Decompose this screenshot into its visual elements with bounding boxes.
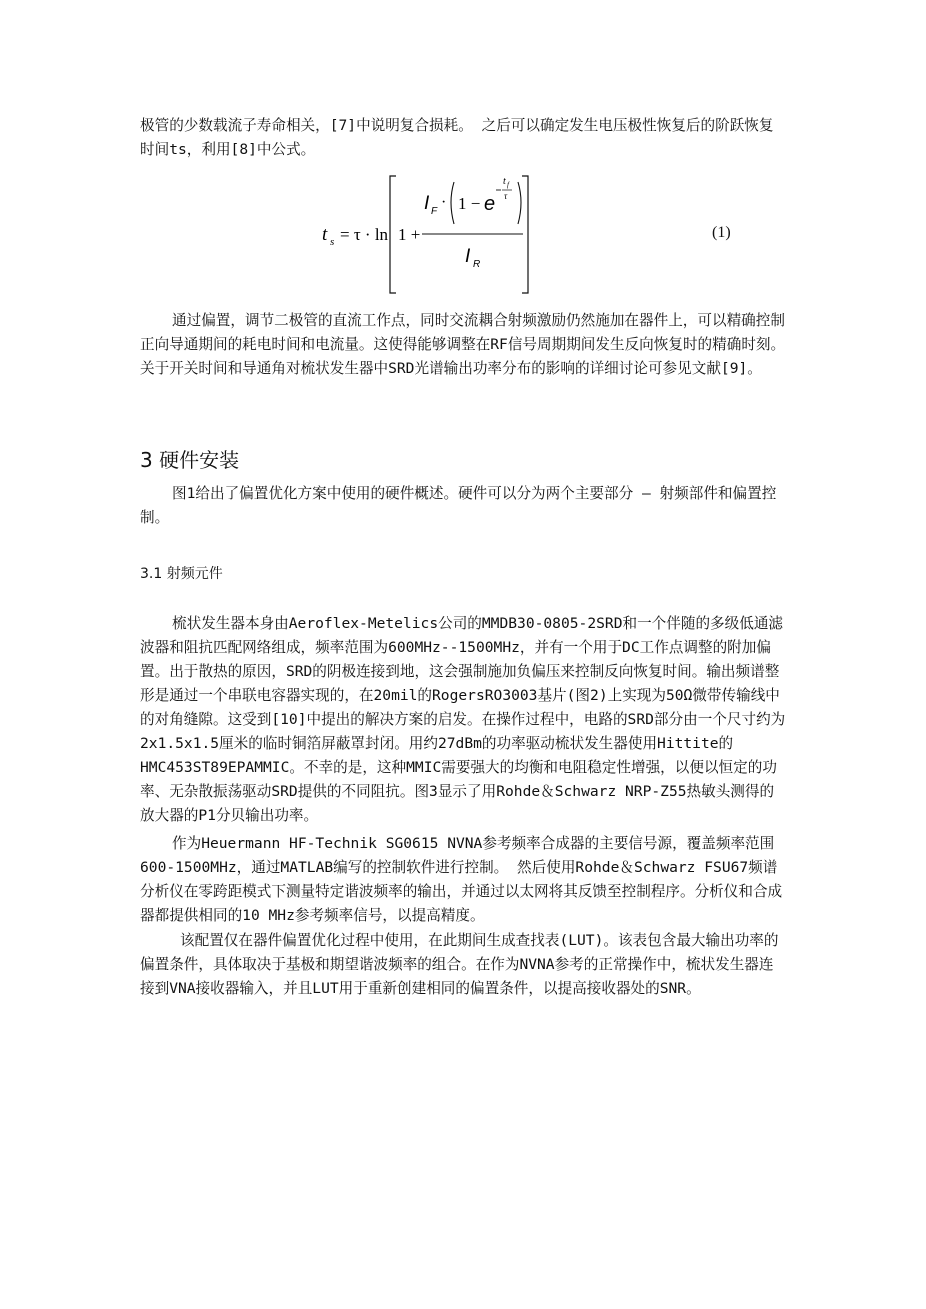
eq-num-I: I bbox=[424, 193, 430, 214]
eq-one-plus: 1 + bbox=[398, 225, 421, 244]
equation-number: (1) bbox=[712, 224, 731, 241]
paragraph-lut: 该配置仅在器件偏置优化过程中使用，在此期间生成查找表(LUT)。该表包含最大输出功率的偏置条件，具体取决于基极和期望谐波频率的组合。在作为NVNA参考的正常操作中，梳状发生器连接到VNA接收器输入，并且LUT用于重新创建相同的偏置条件，以提高接收器处的SNR。 bbox=[140, 932, 779, 997]
eq-right-paren bbox=[518, 182, 521, 224]
eq-lhs-sub: s bbox=[330, 236, 335, 248]
paragraph-bias: 通过偏置，调节二极管的直流工作点，同时交流耦合射频激励仍然施加在器件上，可以精确控制正向导通期间的耗电时间和电流量。这使得能够调整在RF信号周期期间发生反向恢复时的精确时刻。关于开关时间和导通角对梳状发生器中SRD光谱输出功率分布的影响的详细讨论可参见文献[9]。 bbox=[140, 312, 786, 377]
eq-tau-ln: = τ · ln bbox=[340, 225, 389, 244]
equation-1 bbox=[300, 170, 600, 300]
eq-left-paren bbox=[451, 182, 454, 224]
paragraph-comb-generator: 梳状发生器本身由Aeroflex-Metelics公司的MMDB30-0805-2SRD和一个伴随的多级低通滤波器和阻抗匹配网络组成，频率范围为600MHz--1500MHz，并有一个用于DC工作点调整的附加偏置。出于散热的原因，SRD的阴极连接到地，这会强制施加负偏压来控制反向恢复时间。输出频谱整形是通过一个串联电容器实现的，在20mil的RogersRO3003基片(图2)上实现为50Ω微带传输线中的对角缝隙。这受到[10]中提出的解决方案的启发。在操作过程中，电路的SRD部分由一个尺寸约为2x1.5x1.5厘米的临时铜箔屏蔽罩封闭。用约27dBm的功率驱动梳状发生器使用Hittite的HMC453ST89EPAMMIC。不幸的是，这种MMIC需要强大的均衡和电阻稳定性增强，以便以恒定的功率、无杂散振荡驱动SRD提供的不同阻抗。图3显示了用Rohde＆Schwarz NRP-Z55热敏头测得的放大器的P1分贝输出功率。 bbox=[140, 615, 786, 824]
paragraph-hardware-overview: 图1给出了偏置优化方案中使用的硬件概述。硬件可以分为两个主要部分 – 射频部件和偏置控制。 bbox=[140, 485, 777, 526]
eq-left-bracket bbox=[390, 176, 396, 293]
eq-exp-t: t bbox=[503, 176, 506, 187]
section-title-hardware: 3 硬件安装 bbox=[140, 448, 240, 472]
paragraph-synthesizer: 作为Heuermann HF-Technik SG0615 NVNA参考频率合成器的主要信号源，覆盖频率范围600-1500MHz，通过MATLAB编写的控制软件进行控制。 然后使用Rohde＆Schwarz FSU67频谱分析仪在零跨距模式下测量特定谐波频率的输出，并通过以太网将其反馈至控制程序。分析仪和合成器都提供相同的10 MHz参考频率信号，以提高精度。 bbox=[140, 835, 783, 924]
subsection-title-rf: 3.1 射频元件 bbox=[140, 566, 223, 582]
eq-e: e bbox=[484, 193, 496, 215]
eq-one-minus: 1 − bbox=[458, 194, 481, 213]
eq-exp-tau: τ bbox=[504, 191, 508, 201]
eq-den-I-sub: R bbox=[473, 259, 481, 270]
intro-paragraph: 极管的少数载流子寿命相关，[7]中说明复合损耗。 之后可以确定发生电压极性恢复后的阶跃恢复时间ts，利用[8]中公式。 bbox=[140, 117, 774, 158]
eq-num-I-sub: F bbox=[431, 206, 438, 217]
eq-exp-t-sub: f bbox=[507, 181, 509, 189]
eq-lhs-t: t bbox=[322, 224, 328, 245]
eq-den-I: I bbox=[465, 246, 471, 267]
eq-num-dot: · bbox=[441, 194, 447, 211]
